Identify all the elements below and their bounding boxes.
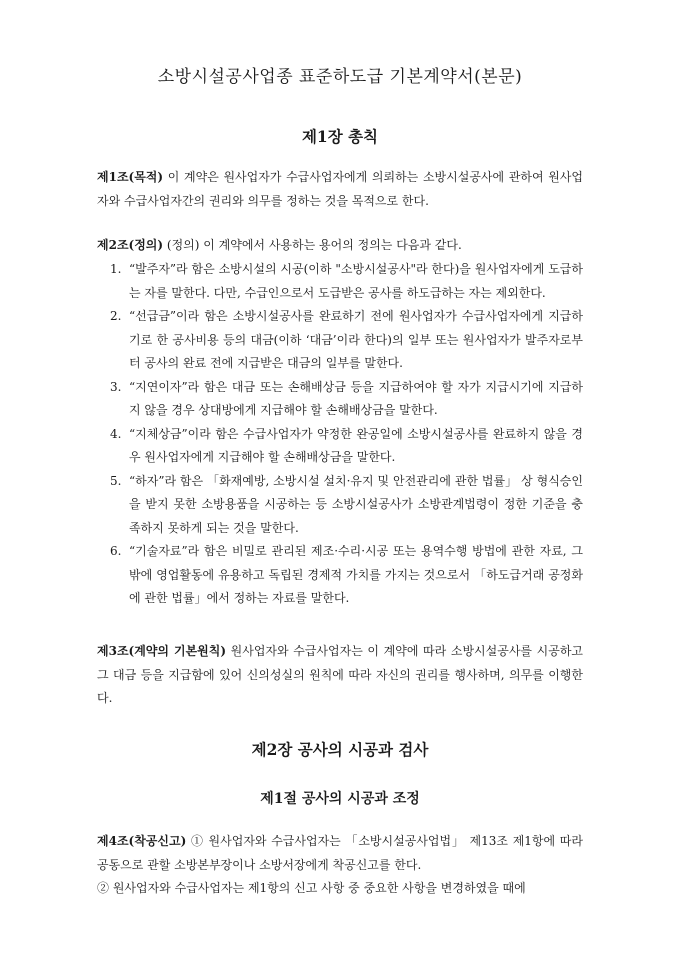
definition-number: 2. xyxy=(110,309,122,323)
article-1 xyxy=(97,166,583,213)
chapter-2-title: 제2장 공사의 시공과 검사 xyxy=(251,740,429,759)
article-4-body: ① 원사업자와 수급사업자는 「소방시설공사업법」 제13조 제1항에 따라 공동으로 관할 소방본부장이나 소방서장에게 착공신고를 한다. xyxy=(97,834,583,872)
definition-item xyxy=(97,423,583,470)
article-4-paragraph-2: ② 원사업자와 수급사업자는 제1항의 신고 사항 중 중요한 사항을 변경하였을 때에 xyxy=(97,881,526,895)
definition-text: “지연이자”라 함은 대금 또는 손해배상금 등을 지급하여야 할 자가 지급시기에 지급하지 않을 경우 상대방에게 지급해야 할 손해배상금을 말한다. xyxy=(129,379,583,417)
definition-item xyxy=(97,540,583,611)
definition-text: “선급금”이라 함은 소방시설공사를 완료하기 전에 원사업자가 수급사업자에게 지급하기로 한 공사비용 등의 대금(이하 ‘대금’이라 한다)의 일부 또는 원사업자가 발주자로부터 공사의 완료 전에 지급받은 대금의 일부를 말한다. xyxy=(129,309,583,370)
definition-number: 4. xyxy=(110,426,122,441)
article-1-heading: 제1조(목적) xyxy=(97,170,164,184)
section-1-title: 제1절 공사의 시공과 조정 xyxy=(260,791,420,807)
article-3-heading: 제3조(계약의 기본원칙) xyxy=(97,644,227,658)
definition-text: “기술자료”라 함은 비밀로 관리된 제조·수리·시공 또는 용역수행 방법에 관한 자료, 그 밖에 영업활동에 유용하고 독립된 경제적 가치를 가지는 것으로서 「하도급거래 공정화에 관한 법률」에서 정하는 자료를 말한다. xyxy=(129,544,583,605)
article-2 xyxy=(97,234,583,258)
definition-item xyxy=(97,376,583,423)
definition-number: 6. xyxy=(110,544,122,558)
definition-item xyxy=(97,305,583,376)
article-4 xyxy=(97,830,583,877)
definition-list xyxy=(97,258,583,611)
definition-text: “하자”라 함은 「화재예방, 소방시설 설치·유지 및 안전관리에 관한 법률」 상 형식승인을 받지 못한 소방용품을 시공하는 등 소방시설공사가 소방관계법령이 정한 기준을 충족하지 못하게 되는 것을 말한다. xyxy=(129,473,583,535)
definition-item xyxy=(97,470,583,541)
definition-item xyxy=(97,258,583,305)
chapter-1-title: 제1장 총칙 xyxy=(301,127,379,146)
document-title: 소방시설공사업종 표준하도급 기본계약서(본문) xyxy=(157,67,523,87)
definition-number: 3. xyxy=(110,379,122,394)
article-3 xyxy=(97,640,583,711)
definition-text: “발주자”라 함은 소방시설의 시공(이하 "소방시설공사"라 한다)을 원사업자에게 도급하는 자를 말한다. 다만, 수급인으로서 도급받은 공사를 하도급하는 자는 제외한다. xyxy=(129,262,583,300)
article-2-heading: 제2조(정의) xyxy=(97,238,164,252)
definition-text: “지체상금”이라 함은 수급사업자가 약정한 완공일에 소방시설공사를 완료하지 않을 경우 원사업자에게 지급해야 할 손해배상금을 말한다. xyxy=(129,426,583,464)
article-4-heading: 제4조(착공신고) xyxy=(97,834,187,848)
article-3-body: 원사업자와 수급사업자는 이 계약에 따라 소방시설공사를 시공하고 그 대금 등을 지급함에 있어 신의성실의 원칙에 따라 자신의 권리를 행사하며, 의무를 이행한다. xyxy=(97,644,583,705)
definition-number: 1. xyxy=(110,262,122,276)
definition-number: 5. xyxy=(110,473,122,488)
article-2-body: (정의) 이 계약에서 사용하는 용어의 정의는 다음과 같다. xyxy=(163,238,462,252)
article-1-body: 이 계약은 원사업자가 수급사업자에게 의뢰하는 소방시설공사에 관하여 원사업자와 수급사업자간의 권리와 의무를 정하는 것을 목적으로 한다. xyxy=(97,170,583,208)
